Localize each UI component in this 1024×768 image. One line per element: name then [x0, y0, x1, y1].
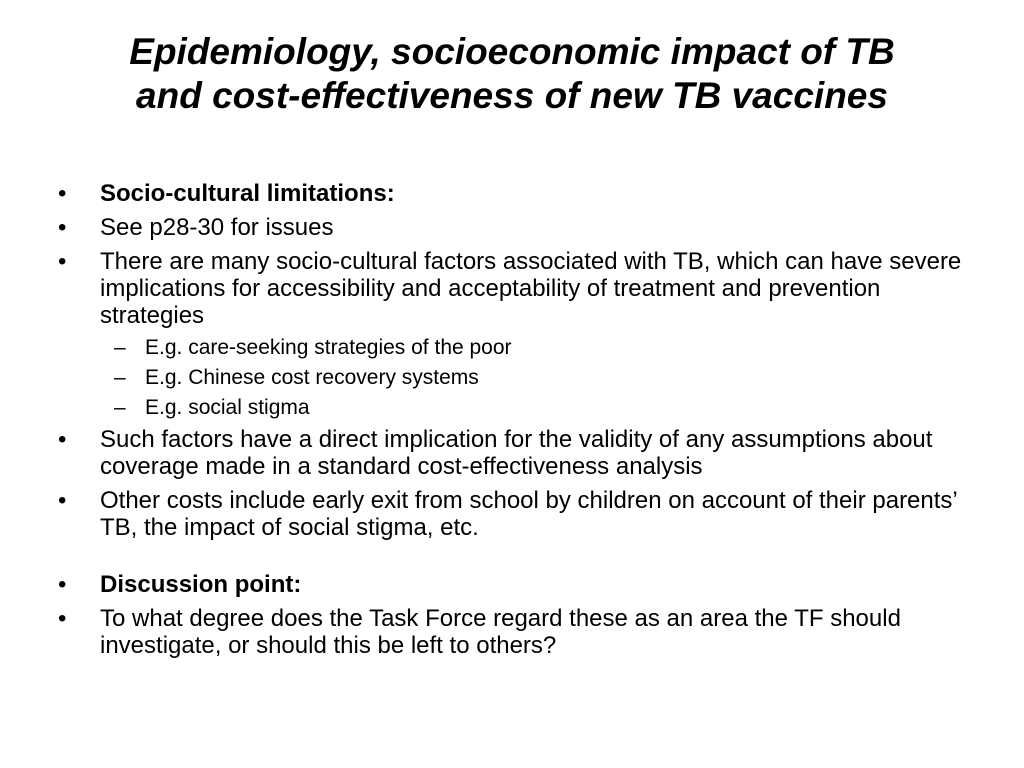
bullet-text: There are many socio-cultural factors associated with TB, which can have severe implications for accessibility and acceptability of treatment and prevention strategies	[100, 248, 962, 329]
sub-bullet-text: E.g. Chinese cost recovery systems	[145, 366, 479, 389]
bullet-marker: •	[58, 487, 67, 514]
sub-bullet-item	[58, 366, 968, 390]
title-line-2: and cost-effectiveness of new TB vaccines	[136, 75, 888, 117]
bullet-text: Other costs include early exit from school by children on account of their parents’ TB, the impact of social stigma, etc.	[100, 487, 957, 541]
bullet-list	[58, 180, 968, 666]
title-line-1: Epidemiology, socioeconomic impact of TB	[129, 31, 895, 72]
bullet-text: Such factors have a direct implication for the validity of any assumptions about coverage made in a standard cost-effectiveness analysis	[100, 426, 933, 480]
bullet-item	[58, 426, 968, 480]
dash-marker: –	[114, 396, 126, 419]
bullet-marker: •	[58, 180, 67, 207]
bullet-text: To what degree does the Task Force regard these as an area the TF should investigate, or should this be left to others?	[100, 605, 901, 659]
slide-title	[40, 30, 984, 119]
bullet-marker: •	[58, 426, 67, 453]
bullet-marker: •	[58, 605, 67, 632]
bullet-text: Socio-cultural limitations:	[100, 180, 395, 207]
bullet-item	[58, 248, 968, 329]
bullet-marker: •	[58, 571, 67, 598]
bullet-marker: •	[58, 214, 67, 241]
sub-bullet-item	[58, 396, 968, 420]
sub-bullet-item	[58, 336, 968, 360]
dash-marker: –	[114, 366, 126, 389]
sub-bullet-text: E.g. social stigma	[145, 396, 310, 419]
bullet-item	[58, 571, 968, 598]
sub-bullet-text: E.g. care-seeking strategies of the poor	[145, 336, 512, 359]
bullet-item	[58, 605, 968, 659]
bullet-item	[58, 180, 968, 207]
dash-marker: –	[114, 336, 126, 359]
bullet-item	[58, 487, 968, 541]
bullet-text: See p28-30 for issues	[100, 214, 334, 241]
bullet-item	[58, 214, 968, 241]
bullet-marker: •	[58, 248, 67, 275]
bullet-text: Discussion point:	[100, 571, 302, 598]
